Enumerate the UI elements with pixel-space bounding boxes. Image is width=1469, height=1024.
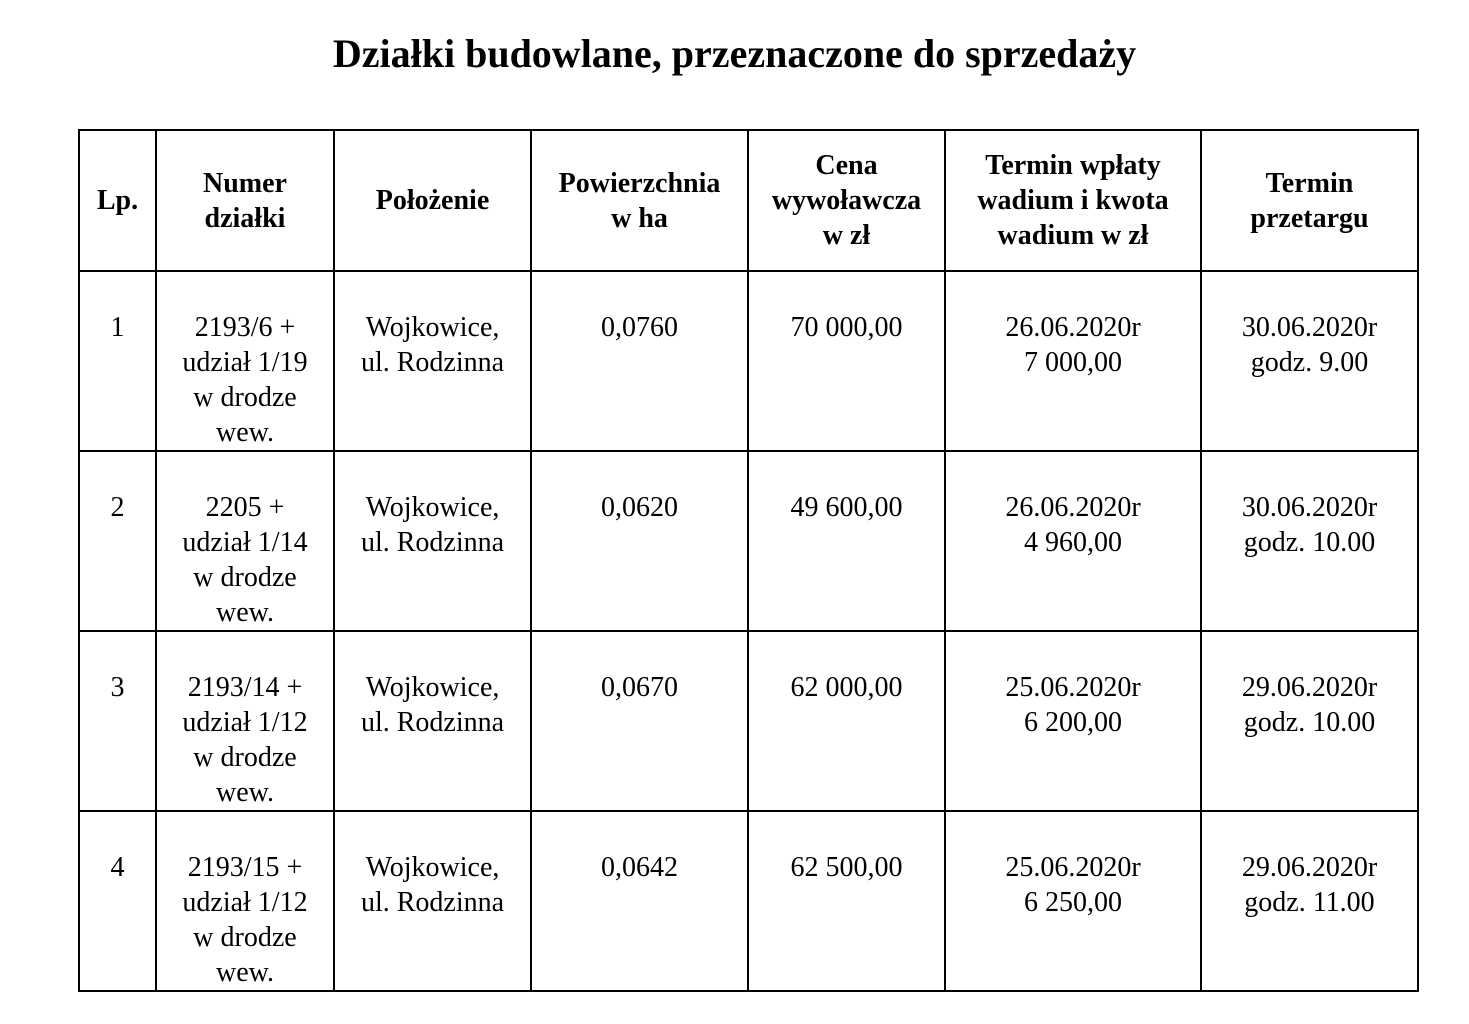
- cell-line: 6 200,00: [1024, 707, 1122, 738]
- cell-line: 2205 +: [205, 492, 285, 523]
- cell-line: ul. Rodzinna: [360, 707, 505, 738]
- cell-line: Lp.: [96, 185, 139, 216]
- cell-line: Powierzchnia: [558, 167, 721, 199]
- cell-line: 49 600,00: [790, 492, 903, 523]
- cell-line: ul. Rodzinna: [360, 887, 505, 918]
- cell-auction-date: [1201, 451, 1418, 631]
- cell-starting-price: [748, 451, 945, 631]
- cell-line: 62 000,00: [790, 672, 903, 703]
- table-row: [79, 271, 1418, 451]
- table-row: [79, 451, 1418, 631]
- cell-line: w drodze: [193, 562, 297, 593]
- cell-starting-price: [748, 811, 945, 991]
- cell-line: wywoławcza: [771, 185, 922, 216]
- cell-line: w drodze: [193, 922, 297, 953]
- cell-starting-price: [748, 271, 945, 451]
- header-area: [531, 130, 748, 271]
- cell-line: wew.: [215, 957, 275, 988]
- cell-line: godz. 10.00: [1243, 527, 1376, 558]
- cell-lp: [79, 811, 156, 991]
- cell-line: 4: [110, 852, 125, 883]
- cell-line: Cena: [815, 150, 878, 181]
- cell-area: [531, 271, 748, 451]
- cell-line: w zł: [822, 220, 871, 251]
- cell-location: [334, 811, 531, 991]
- cell-line: 26.06.2020r: [1005, 312, 1141, 343]
- cell-area: [531, 811, 748, 991]
- cell-line: 0,0620: [601, 492, 678, 523]
- cell-line: godz. 10.00: [1243, 707, 1376, 738]
- cell-area: [531, 451, 748, 631]
- cell-location: [334, 451, 531, 631]
- table-header: [79, 130, 1418, 271]
- cell-line: 30.06.2020r: [1241, 492, 1378, 523]
- cell-line: udział 1/14: [182, 527, 308, 558]
- cell-line: 2: [110, 492, 125, 523]
- plots-table: [78, 129, 1419, 992]
- cell-line: 0,0642: [601, 852, 678, 883]
- cell-deposit: [945, 271, 1201, 451]
- cell-line: w drodze: [193, 382, 297, 413]
- cell-line: ul. Rodzinna: [360, 527, 505, 558]
- cell-line: 0,0670: [601, 672, 678, 703]
- header-location: [334, 130, 531, 271]
- cell-line: 7 000,00: [1024, 347, 1122, 378]
- cell-line: 25.06.2020r: [1005, 672, 1141, 703]
- table-row: [79, 811, 1418, 991]
- cell-line: przetargu: [1250, 202, 1369, 234]
- cell-starting-price: [748, 631, 945, 811]
- cell-line: 2193/15 +: [187, 852, 303, 883]
- header-auction-date: [1201, 130, 1418, 271]
- cell-line: 0,0760: [601, 312, 678, 343]
- cell-line: działki: [204, 202, 286, 234]
- cell-line: wadium w zł: [997, 220, 1149, 251]
- cell-line: w drodze: [193, 742, 297, 773]
- cell-line: 62 500,00: [790, 852, 903, 883]
- cell-line: udział 1/12: [182, 887, 308, 918]
- header-row: [79, 130, 1418, 271]
- cell-line: udział 1/12: [182, 707, 308, 738]
- cell-auction-date: [1201, 631, 1418, 811]
- cell-location: [334, 271, 531, 451]
- cell-auction-date: [1201, 811, 1418, 991]
- cell-auction-date: [1201, 271, 1418, 451]
- cell-line: godz. 11.00: [1244, 887, 1375, 918]
- cell-line: 70 000,00: [790, 312, 903, 343]
- cell-line: ul. Rodzinna: [360, 347, 505, 378]
- cell-line: wew.: [215, 777, 275, 808]
- cell-line: 29.06.2020r: [1241, 672, 1378, 703]
- cell-line: 6 250,00: [1024, 887, 1122, 918]
- cell-plot-number: [156, 271, 334, 451]
- cell-plot-number: [156, 631, 334, 811]
- cell-line: 25.06.2020r: [1005, 852, 1141, 883]
- cell-line: udział 1/19: [182, 347, 308, 378]
- cell-deposit: [945, 631, 1201, 811]
- header-starting-price: [748, 130, 945, 271]
- cell-plot-number: [156, 451, 334, 631]
- cell-area: [531, 631, 748, 811]
- header-plot-number: [156, 130, 334, 271]
- cell-deposit: [945, 811, 1201, 991]
- cell-line: 2193/6 +: [194, 312, 296, 343]
- cell-line: wadium i kwota: [977, 185, 1169, 216]
- cell-location: [334, 631, 531, 811]
- page-title: Działki budowlane, przeznaczone do sprzedaży: [332, 31, 1137, 76]
- cell-line: Termin wpłaty: [985, 150, 1161, 181]
- cell-line: 29.06.2020r: [1241, 852, 1378, 883]
- cell-deposit: [945, 451, 1201, 631]
- cell-line: 26.06.2020r: [1005, 492, 1141, 523]
- cell-line: Wojkowice,: [365, 672, 500, 703]
- cell-line: Wojkowice,: [365, 312, 500, 343]
- cell-line: 3: [110, 672, 125, 703]
- header-lp: [79, 130, 156, 271]
- cell-line: Termin: [1265, 167, 1354, 199]
- cell-line: 30.06.2020r: [1241, 312, 1378, 343]
- cell-line: wew.: [215, 597, 275, 628]
- cell-line: w ha: [611, 202, 668, 234]
- cell-line: 2193/14 +: [187, 672, 303, 703]
- cell-plot-number: [156, 811, 334, 991]
- cell-line: Numer: [203, 167, 287, 199]
- cell-line: 1: [110, 312, 125, 343]
- table-body: [79, 271, 1418, 991]
- table-row: [79, 631, 1418, 811]
- cell-line: Wojkowice,: [365, 852, 500, 883]
- cell-line: wew.: [215, 417, 275, 448]
- cell-lp: [79, 271, 156, 451]
- cell-line: Położenie: [375, 185, 490, 216]
- cell-lp: [79, 631, 156, 811]
- header-deposit: [945, 130, 1201, 271]
- cell-lp: [79, 451, 156, 631]
- cell-line: 4 960,00: [1024, 527, 1122, 558]
- cell-line: Wojkowice,: [365, 492, 500, 523]
- cell-line: godz. 9.00: [1250, 347, 1369, 378]
